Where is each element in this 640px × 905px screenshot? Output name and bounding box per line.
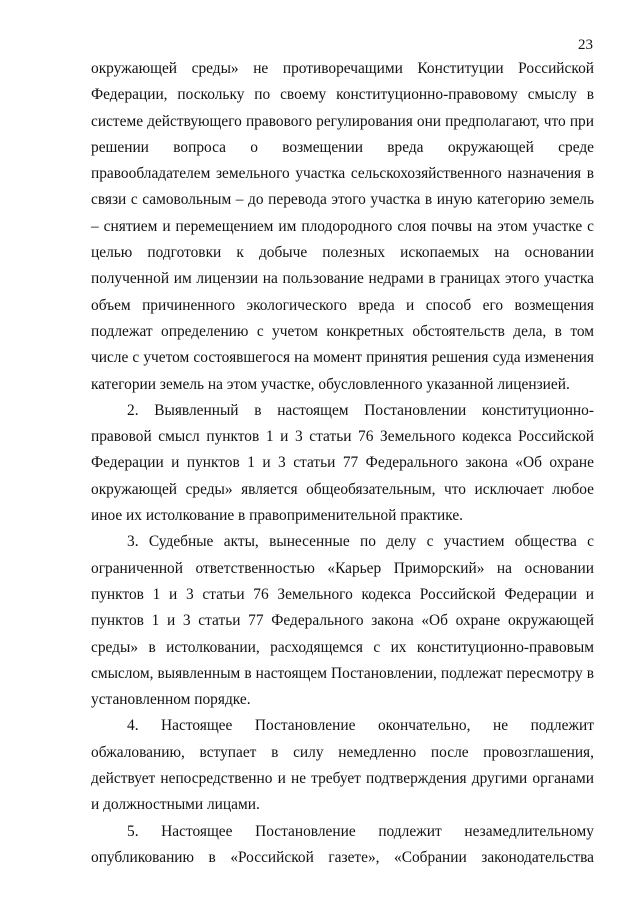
paragraph-item-5: 5. Настоящее Постановление подлежит незамедлительному опубликованию в «Российской газете», «Собрании законодательства [91, 822, 594, 866]
paragraph-item-2: 2. Выявленный в настоящем Постановлении конституционно-правовой смысл пунктов 1 и 3 статьи 76 Земельного кодекса Российской Федерации и пунктов 1 и 3 статьи 77 Федерального закона «Об охране окружающей среды» является общеобязательным, что исключает любое иное их истолкование в правоприменительной практике. [91, 401, 594, 525]
document-body [91, 56, 594, 871]
paragraph-continuation: окружающей среды» не противоречащими Конституции Российской Федерации, поскольку по своему конституционно-правовому смыслу в системе действующего правового регулирования они предполагают, что при решении вопроса о возмещении вреда окружающей среде правообладателем земельного участка сельскохозяйственного назначения в связи с самовольным – до перевода этого участка в иную категорию земель – снятием и перемещением им плодородного слоя почвы на этом участке с целью подготовки к добыче полезных ископаемых на основании полученной им лицензии на пользование недрами в границах этого участка объем причиненного экологического вреда и способ его возмещения подлежат определению с учетом конкретных обстоятельств дела, в том числе с учетом состоявшегося на момент принятия решения суда изменения категории земель на этом участке, обусловленного указанной лицензией. [91, 60, 594, 393]
page-number: 23 [578, 37, 593, 53]
paragraph-item-4: 4. Настоящее Постановление окончательно, не подлежит обжалованию, вступает в силу немедленно после провозглашения, действует непосредственно и не требует подтверждения другими органами и должностными лицами. [91, 717, 594, 814]
paragraph-item-3: 3. Судебные акты, вынесенные по делу с участием общества с ограниченной ответственностью «Карьер Приморский» на основании пунктов 1 и 3 статьи 76 Земельного кодекса Российской Федерации и пунктов 1 и 3 статьи 77 Федерального закона «Об охране окружающей среды» в истолковании, расходящемся с их конституционно-правовым смыслом, выявленным в настоящем Постановлении, подлежат пересмотру в установленном порядке. [91, 533, 594, 709]
